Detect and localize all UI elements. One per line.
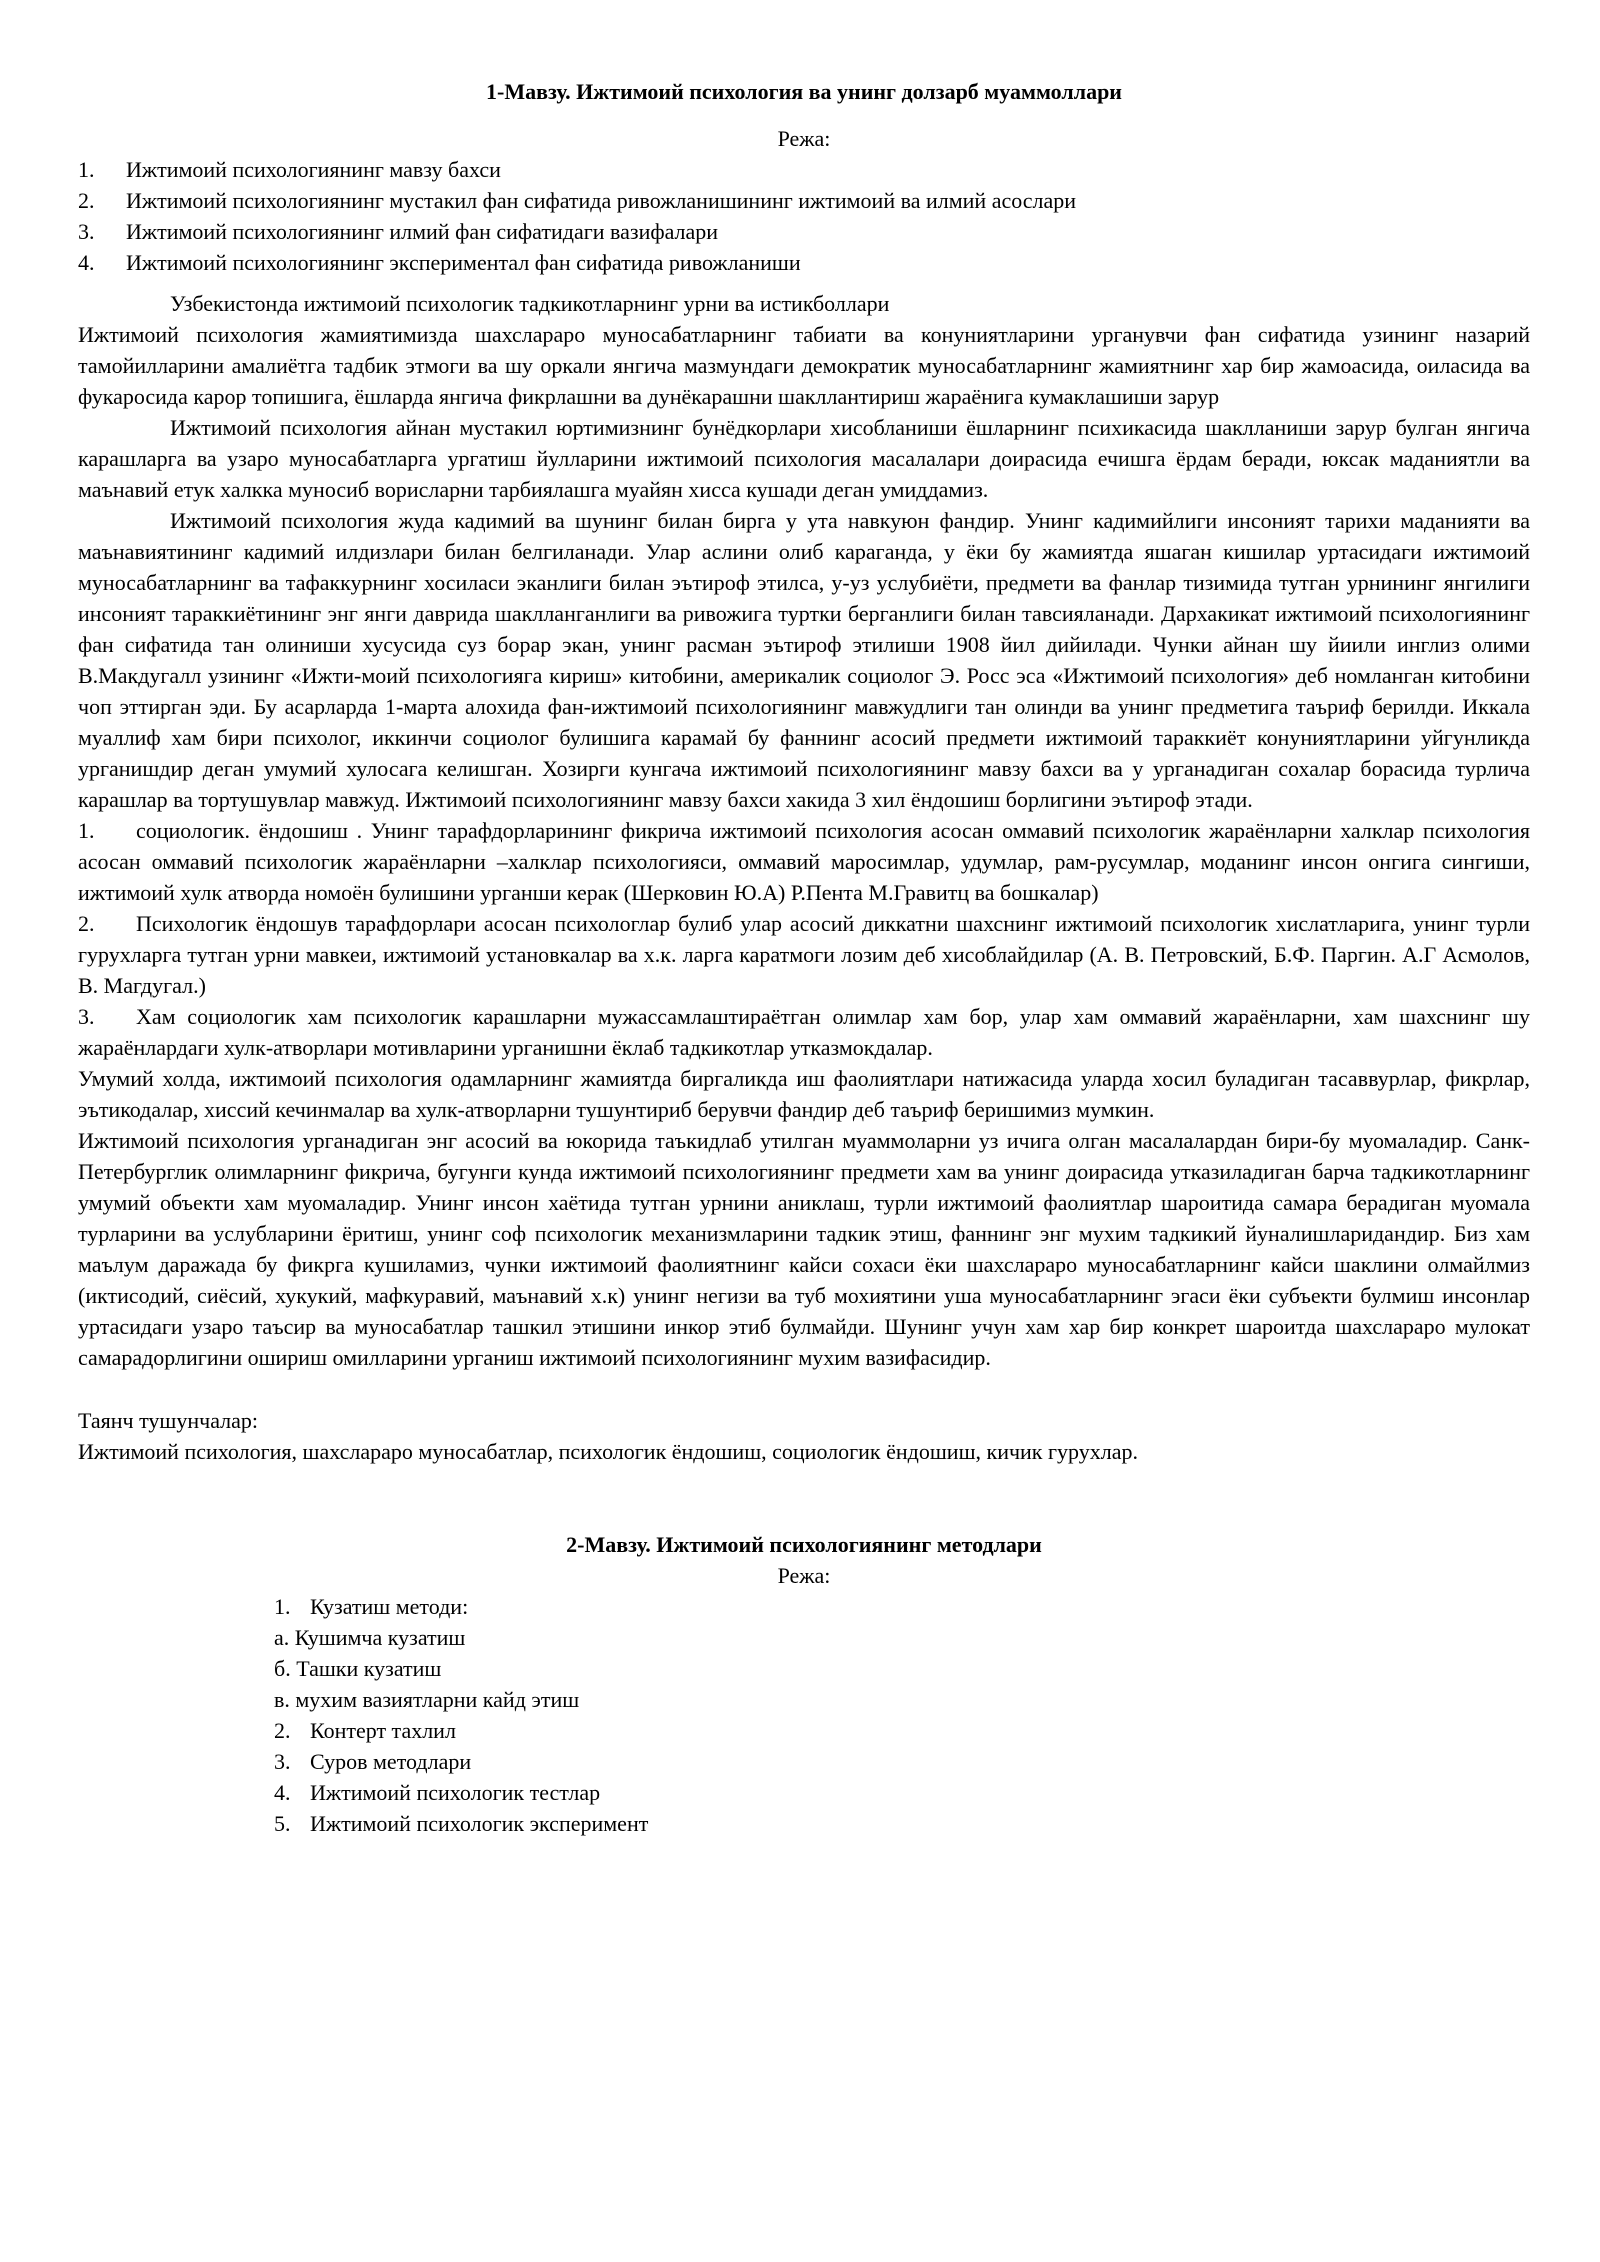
plan-item-text: Ижтимоий психологик эксперимент — [310, 1811, 649, 1836]
paragraph: Умумий холда, ижтимоий психология одамларнинг жамиятда биргаликда иш фаолиятлари натижасида уларда хосил буладиган тасаввурлар, фикрлар, эътикодалар, хиссий кечинмалар ва хулк-атворларни тушунтириб берувчи фандир деб таъриф беришимиз мумкин. — [78, 1066, 1530, 1122]
approach-text: Хам социологик хам психологик карашларни мужассамлаштираётган олимлар хам бор, улар хам оммавий жараёнларни, хам шахснинг шу жараёнлардаги хулк-атворлари мотивларини урганишни ёклаб тадкикотлар утказмокдалар. — [78, 1004, 1530, 1060]
plan-item-number: 1. — [274, 1594, 291, 1619]
topic1-title: 1-Мавзу. Ижтимоий психология ва унинг долзарб муаммоллари — [486, 79, 1122, 104]
plan-item-text: Суров методлари — [310, 1749, 472, 1774]
plan-item-text: Ижтимоий психологиянинг илмий фан сифатидаги вазифалари — [126, 219, 719, 244]
plan-item-number: 4. — [274, 1780, 291, 1805]
plan-item — [274, 1746, 1530, 1777]
approach-text: Психологик ёндошув тарафдорлари асосан психологлар булиб улар асосий диккатни шахснинг ижтимоий психологик хислатларига, унинг турли гурухларга тутган урни мавкеи, ижтимоий установкалар ва х.к. ларга каратмоги лозим деб хисоблайдилар (А. В. Петровский, Б.Ф. Паргин. А.Г Асмолов, В. Магдугал.) — [78, 911, 1530, 998]
plan-subitem — [274, 1653, 1530, 1684]
plan-item-number: 3. — [274, 1749, 291, 1774]
topic1-plan-list — [78, 154, 1530, 278]
plan-item — [274, 1715, 1530, 1746]
plan-item — [274, 1591, 1530, 1622]
plan-item-text: Контерт тахлил — [310, 1718, 456, 1743]
paragraph: Ижтимоий психология жамиятимизда шахслараро муносабатларнинг табиати ва конуниятларини урганувчи фан сифатида узининг назарий тамойилларини амалиётга тадбик этмоги ва шу оркали янгича мазмундаги демократик муносабатларнинг жамиятнинг хар бир жамоасида, оиласида ва фукаросида карор топишига, ёшларда янгича фикрлашни ва дунёкарашни шакллантириш жараёнига кумаклашиши зарур — [78, 322, 1530, 409]
keywords-label: Таянч тушунчалар: — [78, 1408, 259, 1433]
approach-number: 3. — [78, 1004, 95, 1029]
plan-item — [274, 1777, 1530, 1808]
plan-item — [78, 216, 1530, 247]
plan-item-text: Ижтимоий психологиянинг мавзу бахси — [126, 157, 501, 182]
approach-text: социологик. ёндошиш . Унинг тарафдорларининг фикрича ижтимоий психология асосан оммавий психологик жараёнларни халклар психология асосан оммавий психологик жараёнларни –халклар психологияси, оммавий маросимлар, удумлар, рам-русумлар, моданинг инсон онгига сингиши, ижтимоий хулк атворда номоён булишини урганши керак (Шерковин Ю.А) Р.Пента М.Гравитц ва бошкалар) — [78, 818, 1530, 905]
paragraph: Ижтимоий психология айнан мустакил юртимизнинг бунёдкорлари хисобланиши ёшларнинг психикасида шаклланиши зарур булган янгича карашларга ва узаро муносабатларга ургатиш йулларини ижтимоий психология масалалари доирасида ечишга ёрдам беради, юксак маданиятли ва маънавий етук халкка муносиб ворисларни тарбиялашга муайян хисса кушади деган умиддамиз. — [78, 415, 1530, 502]
plan-item-text: Ижтимоий психологиянинг экспериментал фан сифатида ривожланиши — [126, 250, 801, 275]
plan-item — [78, 247, 1530, 278]
plan-item-text: в. мухим вазиятларни кайд этиш — [274, 1687, 580, 1712]
approach-number: 1. — [78, 818, 95, 843]
plan-item-number: 3. — [78, 219, 95, 244]
plan-item-number: 2. — [78, 188, 95, 213]
approach-item — [78, 815, 1530, 908]
plan-subitem — [274, 1684, 1530, 1715]
plan-item-text: Ижтимоий психологик тестлар — [310, 1780, 601, 1805]
plan-item-text: а. Кушимча кузатиш — [274, 1625, 466, 1650]
approach-item — [78, 908, 1530, 1001]
topic1-subheading: Узбекистонда ижтимоий психологик тадкикотларнинг урни ва истикболлари — [170, 291, 890, 316]
approach-number: 2. — [78, 911, 95, 936]
plan-item-number: 5. — [274, 1811, 291, 1836]
plan-item-number: 4. — [78, 250, 95, 275]
plan-item-text: б. Ташки кузатиш — [274, 1656, 442, 1681]
topic1-plan-label: Режа: — [777, 126, 831, 151]
plan-item-text: Кузатиш методи: — [310, 1594, 469, 1619]
keywords-text: Ижтимоий психология, шахслараро муносабатлар, психологик ёндошиш, социологик ёндошиш, кичик гурухлар. — [78, 1439, 1138, 1464]
topic2-plan-list — [274, 1591, 1530, 1839]
plan-item — [78, 185, 1530, 216]
document-page — [78, 64, 1530, 1839]
paragraph: Ижтимоий психология урганадиган энг асосий ва юкорида таъкидлаб утилган муаммоларни уз ичига олган масалалардан бири-бу муомаладир. Санк-Петербурглик олимларнинг фикрича, бугунги кунда ижтимоий психологиянинг предмети хам ва унинг доирасида утказиладиган барча тадкикотларнинг умумий объекти хам муомаладир. Унинг инсон хаётида тутган урнини аниклаш, турли ижтимоий фаолиятлар шароитида самара берадиган муомала турларини ва услубларини ёритиш, унинг соф психологик механизмларини тадкик этиш, фаннинг энг мухим тадкикий йуналишларидандир. Биз хам маълум даражада бу фикрга кушиламиз, чунки ижтимоий фаолиятнинг кайси сохаси ёки шахслараро муносабатларнинг кайси шаклини олмайлмиз (иктисодий, сиёсий, хукукий, мафкуравий, маънавий х.к) унинг негизи ва туб мохиятини уша муносабатларнинг эгаси ёки субъекти булмиш инсонлар уртасидаги узаро таъсир ва муносабатлар ташкил этишини инкор этиб булмайди. Шунинг учун хам хар бир конкрет шароитда шахслараро мулокат самарадорлигини ошириш омилларини урганиш ижтимоий психологиянинг мухим вазифасидир. — [78, 1128, 1530, 1370]
paragraph: Ижтимоий психология жуда кадимий ва шунинг билан бирга у ута навкуюн фандир. Унинг кадимийлиги инсоният тарихи маданияти ва маънавиятининг кадимий илдизлари билан белгиланади. Улар аслини олиб караганда, у ёки бу жамиятда яшаган кишилар уртасидаги ижтимоий муносабатларнинг ва тафаккурнинг хосиласи эканлиги билан эътироф этилса, у-уз услубиёти, предмети ва фанлар тизимида тутган урнининг янгилиги инсоният тараккиётининг энг янги даврида шаклланганлиги ва ривожига туртки берганлиги билан тавсияланади. Дархакикат ижтимоий психологиянинг фан сифатида тан олиниши хусусида суз борар экан, унинг расман эътироф этилиши 1908 йил дийилади. Чунки айнан шу йиили инглиз олими В.Макдугалл узининг «Ижти-моий психологияга кириш» китобини, америкалик социолог Э. Росс эса «Ижтимоий психология» деб номланган китобини чоп эттирган эди. Бу асарларда 1-марта алохида фан-ижтимоий психологиянинг мавжудлиги тан олинди ва унинг предметига таъриф берилди. Иккала муаллиф хам бири психолог, иккинчи социолог булишига карамай бу фаннинг асосий предмети ижтимоий тараккиёт конуниятларини уйгунликда урганишдир деган умумий хулосага келишган. Хозирги кунгача ижтимоий психологиянинг мавзу бахси ва у урганадиган сохалар борасида турлича карашлар ва тортушувлар мавжуд. Ижтимоий психологиянинг мавзу бахси хакида 3 хил ёндошиш борлигини эътироф этади. — [78, 508, 1530, 812]
spacer — [78, 1373, 1530, 1405]
plan-item — [274, 1808, 1530, 1839]
plan-item-number: 1. — [78, 157, 95, 182]
plan-item-number: 2. — [274, 1718, 291, 1743]
approach-item — [78, 1001, 1530, 1063]
topic2-plan-label: Режа: — [777, 1563, 831, 1588]
spacer — [78, 1467, 1530, 1529]
topic2-title: 2-Мавзу. Ижтимоий психологиянинг методлари — [566, 1532, 1042, 1557]
plan-item — [78, 154, 1530, 185]
plan-subitem — [274, 1622, 1530, 1653]
plan-item-text: Ижтимоий психологиянинг мустакил фан сифатида ривожланишининг ижтимоий ва илмий асослари — [126, 188, 1077, 213]
